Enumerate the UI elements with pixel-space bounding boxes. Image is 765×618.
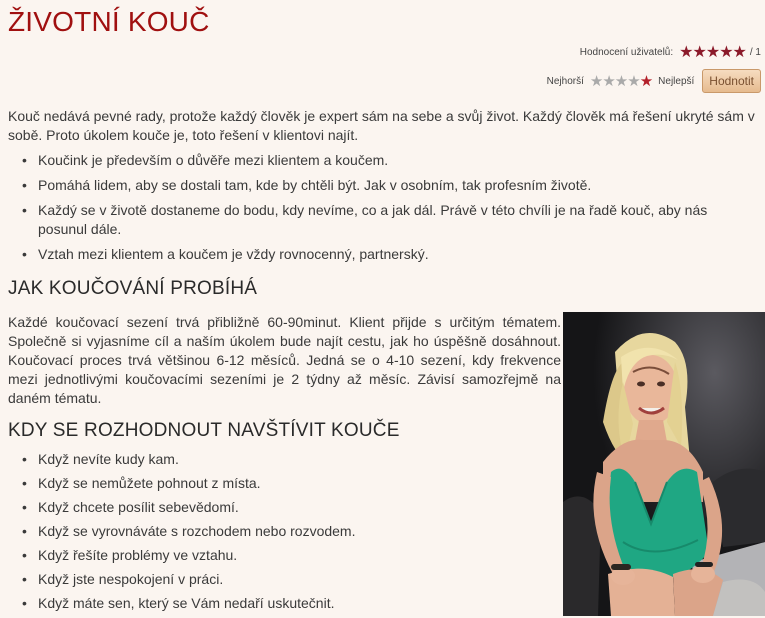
list-item: • Koučink je především o důvěře mezi klientem a koučem.: [8, 151, 708, 170]
vote-form: [547, 69, 761, 93]
list-item: • Když máte sen, který se Vám nedaří uskutečnit.: [8, 594, 548, 613]
user-rating-label: Hodnocení uživatelů:: [579, 46, 674, 58]
rating-stars: [679, 42, 746, 62]
star-icon: ★: [692, 44, 706, 61]
list-item: • Když nevíte kudy kam.: [8, 450, 548, 469]
intro-text: Kouč nedává pevné rady, protože každý člověk je expert sám na sebe a svůj život. Každý člověk má řešení ukryté sám v sobě. Proto úkolem kouče je, toto řešení v klientovi najít.: [8, 108, 755, 143]
rate-button[interactable]: Hodnotit: [702, 69, 761, 93]
list-item: • Pomáhá lidem, aby se dostali tam, kde by chtěli být. Jak v osobním, tak profesním životě.: [8, 176, 708, 195]
star-icon: ★: [719, 44, 733, 61]
page-title: ŽIVOTNÍ KOUČ: [8, 6, 210, 37]
user-rating: [580, 42, 761, 62]
list-item: • Každý se v životě dostaneme do bodu, kdy nevíme, co a jak dál. Právě v této chvíli je na řadě kouč, aby nás posunul dále.: [8, 201, 708, 239]
list-item: • Vztah mezi klientem a koučem je vždy rovnocenný, partnerský.: [8, 245, 708, 264]
when-to-visit-list: [8, 450, 548, 618]
list-item: • Když se vyrovnáváte s rozchodem nebo rozvodem.: [8, 522, 548, 541]
vote-star-4-icon[interactable]: ★: [627, 73, 640, 90]
section-heading-when: KDY SE ROZHODNOUT NAVŠTÍVIT KOUČE: [8, 420, 400, 441]
vote-star-2-icon[interactable]: ★: [602, 73, 615, 90]
coach-photo-illustration: [563, 312, 765, 616]
list-item: • Když jste nespokojení v práci.: [8, 570, 548, 589]
vote-star-3-icon[interactable]: ★: [614, 73, 628, 90]
best-label: Nejlepší: [658, 75, 695, 87]
star-icon: ★: [679, 44, 693, 61]
list-item: • Když chcete posílit sebevědomí.: [8, 498, 548, 517]
vote-star-1-icon[interactable]: ★: [589, 73, 603, 90]
star-icon: ★: [705, 44, 720, 61]
worst-label: Nejhorší: [546, 75, 584, 87]
process-text: Každé koučovací sezení trvá přibližně 60-90minut. Klient přijde s určitým tématem. Společně si vyjasníme cíl a naším úkolem bude najít cestu, jak ho úspěšně dosáhnout. Koučovací proces trvá většinou 6-12 měsíců. Jedná se o 4-10 sezení, kdy frekvence mezi jednotlivými koučovacími sezeními je 2 týdny až měsíc. Závisí samozřejmě na daném tématu.: [8, 314, 561, 406]
list-item: • Když řešíte problémy ve vztahu.: [8, 546, 548, 565]
vote-count: / 1: [749, 46, 761, 58]
coach-photo: [563, 312, 765, 616]
list-item: • Když se nemůžete pohnout z místa.: [8, 474, 548, 493]
section-heading-process: JAK KOUČOVÁNÍ PROBÍHÁ: [8, 278, 258, 299]
vote-star-5-icon[interactable]: ★: [639, 73, 653, 90]
vote-stars: [590, 72, 652, 90]
coaching-facts-list: [8, 151, 708, 270]
star-icon: ★: [732, 44, 746, 61]
